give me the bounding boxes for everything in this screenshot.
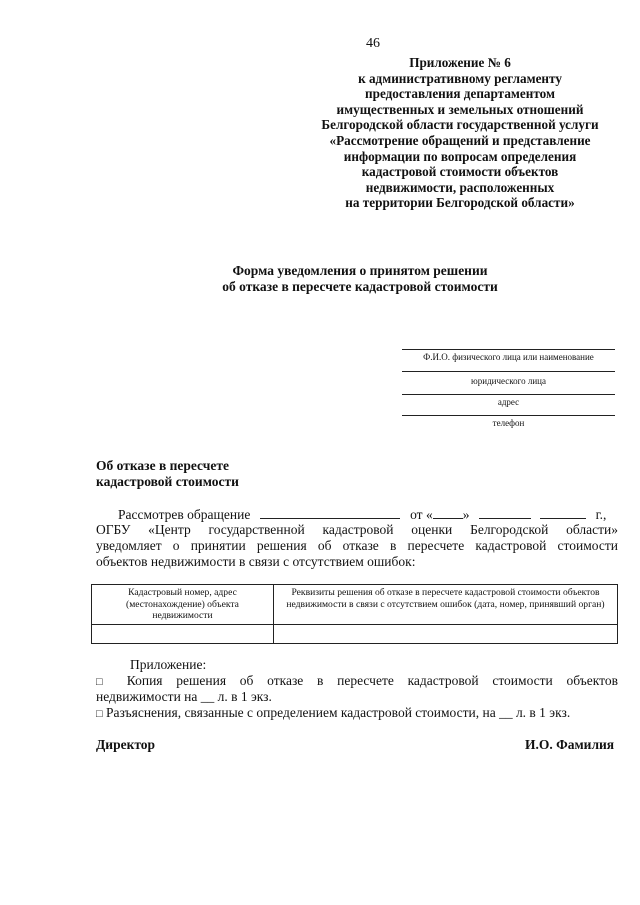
attachments-label: Приложение: xyxy=(130,657,207,672)
table-header-cadastral: Кадастровый номер, адрес (местонахождение) объекта недвижимости xyxy=(92,585,274,625)
appendix-line: к административному регламенту xyxy=(358,70,562,86)
body-considered: Рассмотрев обращение xyxy=(118,507,251,522)
appendix-line: на территории Белгородской области» xyxy=(345,195,575,211)
body-line-2: ОГБУ «Центр государственной кадастровой оценки Белгородской области» xyxy=(96,522,618,537)
table-cell xyxy=(274,624,618,643)
signatory-position: Директор xyxy=(96,737,156,752)
recipient-name-line xyxy=(402,349,615,350)
appendix-line: предоставления департаментом xyxy=(365,86,555,102)
signatory-name: И.О. Фамилия xyxy=(525,737,615,752)
table-row xyxy=(92,624,618,643)
appendix-line: Приложение № 6 xyxy=(409,55,511,70)
appeal-number-blank xyxy=(260,506,400,519)
appendix-header xyxy=(300,55,620,211)
checkbox-icon: □ xyxy=(96,708,103,720)
body-quote-close: » xyxy=(462,507,470,522)
month-blank xyxy=(479,506,531,519)
year-blank xyxy=(540,506,586,519)
subject-line: Об отказе в пересчете xyxy=(96,458,229,473)
recipient-name-line-2 xyxy=(402,371,615,372)
appendix-line: имущественных и земельных отношений xyxy=(336,101,584,117)
table-header-row xyxy=(92,585,618,625)
errors-table xyxy=(91,584,618,644)
subject-line: кадастровой стоимости xyxy=(96,474,239,489)
attachment-item-1 xyxy=(96,673,618,690)
appendix-line: информации по вопросам определения xyxy=(343,148,577,164)
body-from: от « xyxy=(410,507,433,522)
attachment-item-1-cont: недвижимости на __ л. в 1 экз. xyxy=(96,689,272,704)
attachment-item-2-text: Разъяснения, связанные с определением кадастровой стоимости, на __ л. в 1 экз. xyxy=(106,705,571,720)
body-line-1 xyxy=(96,506,618,523)
table-cell xyxy=(92,624,274,643)
form-title xyxy=(60,263,640,295)
form-title-line: об отказе в пересчете кадастровой стоимости xyxy=(222,279,498,294)
recipient-phone-line xyxy=(402,415,615,416)
body-line-4: объектов недвижимости в связи с отсутствием ошибок: xyxy=(96,554,416,569)
recipient-address-label: адрес xyxy=(497,397,520,407)
letter-subject xyxy=(96,458,239,490)
recipient-address-line xyxy=(402,394,615,395)
table-header-decision: Реквизиты решения об отказе в пересчете кадастровой стоимости объектов недвижимости в связи с отсутствием ошибок (дата, номер, принявший орган) xyxy=(274,585,618,625)
checkbox-icon: □ xyxy=(96,676,114,688)
attachment-item-2 xyxy=(96,705,618,722)
page-number: 46 xyxy=(366,36,380,51)
appendix-line: «Рассмотрение обращений и представление xyxy=(329,132,591,148)
attachment-item-1-text: Копия решения об отказе в пересчете кадастровой стоимости объектов xyxy=(126,673,618,688)
recipient-name-label: Ф.И.О. физического лица или наименование xyxy=(423,352,594,362)
recipient-phone-label: телефон xyxy=(492,418,525,428)
day-blank xyxy=(433,506,463,519)
appendix-line: Белгородской области государственной услуги xyxy=(321,117,599,133)
appendix-line: недвижимости, расположенных xyxy=(365,179,555,195)
appendix-line: кадастровой стоимости объектов xyxy=(361,164,559,180)
body-line-3: уведомляет о принятии решения об отказе в пересчете кадастровой стоимости xyxy=(96,538,618,553)
form-title-line: Форма уведомления о принятом решении xyxy=(232,263,488,278)
body-year-suffix: г., xyxy=(595,507,607,522)
recipient-name-label-2: юридического лица xyxy=(471,376,546,386)
